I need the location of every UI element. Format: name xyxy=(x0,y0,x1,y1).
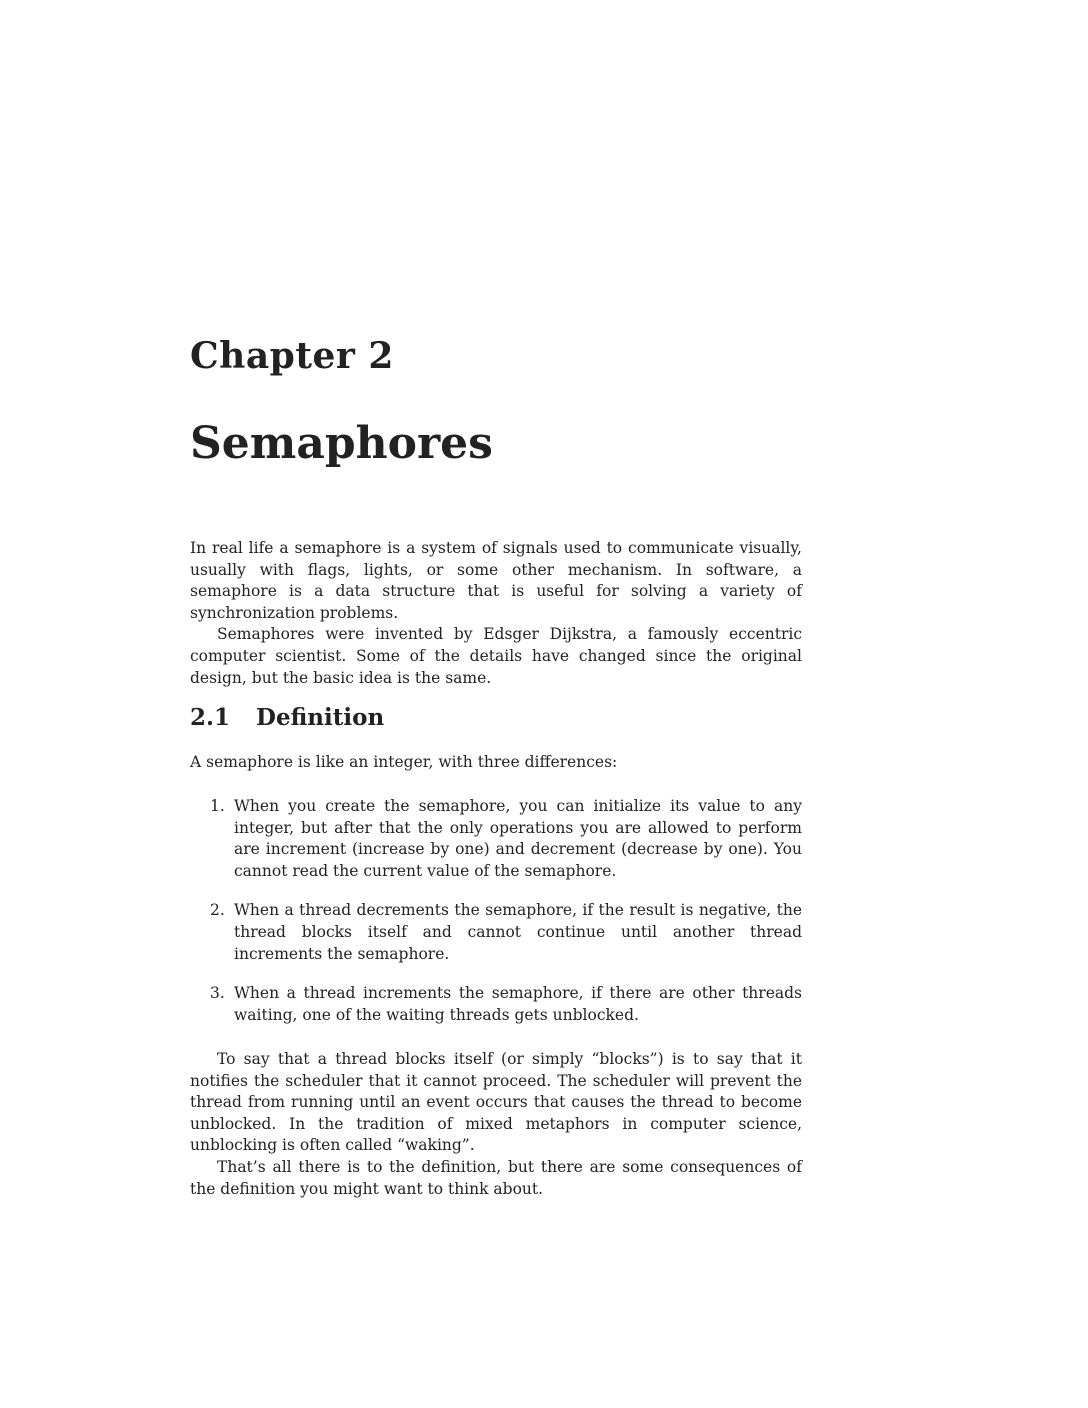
section-number: 2.1 xyxy=(190,704,231,731)
body-paragraph-4: That’s all there is to the definition, but there are some consequences of the definition you might want to think about. xyxy=(190,1157,802,1198)
list-item-text: When a thread increments the semaphore, if there are other threads waiting, one of the waiting threads gets unblocked. xyxy=(234,984,802,1024)
list-item xyxy=(190,796,802,882)
differences-list xyxy=(190,796,802,1044)
section-lead xyxy=(190,752,802,774)
section-body xyxy=(190,1049,802,1200)
list-marker: 2. xyxy=(210,901,225,920)
list-item xyxy=(190,900,802,965)
list-item-text: When a thread decrements the semaphore, if the result is negative, the thread blocks itself and cannot continue until another thread increments the semaphore. xyxy=(234,901,802,963)
lead-paragraph: A semaphore is like an integer, with three differences: xyxy=(190,753,618,771)
list-item xyxy=(190,983,802,1026)
chapter-label: Chapter 2 xyxy=(190,335,394,377)
section-heading xyxy=(190,704,384,732)
intro-text xyxy=(190,538,802,689)
list-marker: 3. xyxy=(210,984,225,1003)
body-paragraph-3: To say that a thread blocks itself (or simply “blocks”) is to say that it notifies the scheduler that it cannot proceed. The scheduler will prevent the thread from running until an event occurs that causes the thread to become unblocked. In the tradition of mixed metaphors in computer science, unblocking is often called “waking”. xyxy=(190,1050,802,1155)
list-marker: 1. xyxy=(210,797,225,815)
intro-paragraph-2: Semaphores were invented by Edsger Dijkstra, a famously eccentric computer scientist. Some of the details have changed since the original design, but the basic idea is the same. xyxy=(190,625,802,687)
page xyxy=(190,0,802,1408)
intro-paragraph-1: In real life a semaphore is a system of signals used to communicate visually, usually with flags, lights, or some other mechanism. In software, a semaphore is a data structure that is useful for solving a variety of synchronization problems. xyxy=(190,539,802,622)
list-item-text: When you create the semaphore, you can initialize its value to any integer, but after that the only operations you are allowed to perform are increment (increase by one) and decrement (decrease by one). You cannot read the current value of the semaphore. xyxy=(234,797,802,880)
section-title: Definition xyxy=(256,704,385,731)
chapter-title: Semaphores xyxy=(190,418,493,469)
